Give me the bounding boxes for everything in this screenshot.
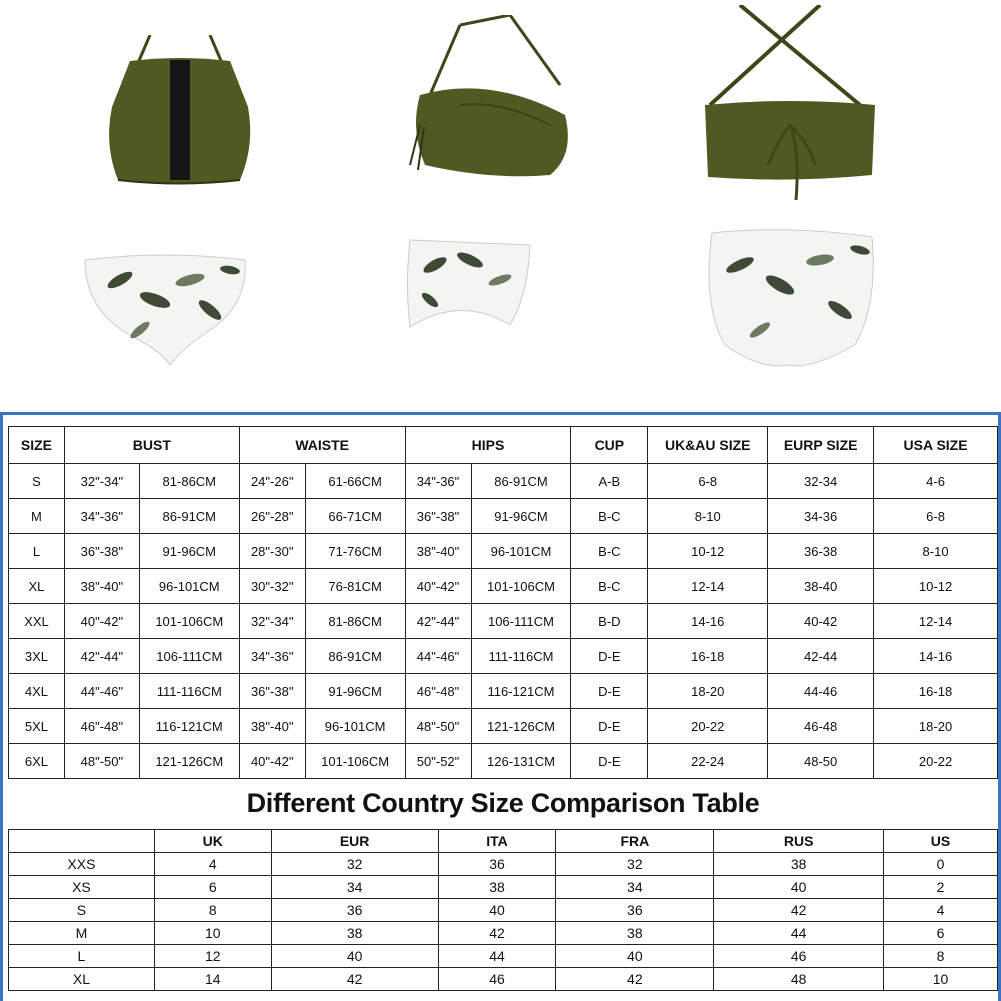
size-chart-cell: B-D bbox=[571, 604, 648, 639]
size-chart-cell: D-E bbox=[571, 639, 648, 674]
size-chart-header-row bbox=[9, 427, 998, 464]
size-chart-row bbox=[9, 604, 998, 639]
size-chart-cell: 42-44 bbox=[768, 639, 874, 674]
size-chart-cell: 96-101CM bbox=[139, 569, 239, 604]
comparison-cell: 40 bbox=[438, 899, 556, 922]
size-chart-cell: 91-96CM bbox=[305, 674, 405, 709]
comparison-cell: 40 bbox=[556, 945, 714, 968]
comparison-cell: 38 bbox=[714, 853, 884, 876]
size-chart-cell: 50"-52" bbox=[405, 744, 471, 779]
size-chart-cell: 36"-38" bbox=[64, 534, 139, 569]
size-chart-cell: 18-20 bbox=[648, 674, 768, 709]
size-chart-cell: 8-10 bbox=[874, 534, 998, 569]
size-chart-cell: 44"-46" bbox=[64, 674, 139, 709]
size-chart-cell: XL bbox=[9, 569, 65, 604]
size-chart-cell: 28"-30" bbox=[239, 534, 305, 569]
size-chart-cell: 111-116CM bbox=[139, 674, 239, 709]
size-chart-cell: 121-126CM bbox=[471, 709, 571, 744]
comparison-cell: 42 bbox=[271, 968, 438, 991]
comparison-cell: 38 bbox=[438, 876, 556, 899]
size-chart-cell: 4XL bbox=[9, 674, 65, 709]
size-chart-cell: 5XL bbox=[9, 709, 65, 744]
comparison-cell: 40 bbox=[271, 945, 438, 968]
comparison-header-row bbox=[9, 830, 998, 853]
size-chart-cell: 4-6 bbox=[874, 464, 998, 499]
size-chart-cell: 48"-50" bbox=[405, 709, 471, 744]
comparison-cell: 46 bbox=[438, 968, 556, 991]
size-chart-cell: 66-71CM bbox=[305, 499, 405, 534]
size-chart-cell: 116-121CM bbox=[139, 709, 239, 744]
comparison-header-cell: US bbox=[884, 830, 998, 853]
size-chart-cell: 91-96CM bbox=[471, 499, 571, 534]
bikini-top-side-image bbox=[400, 15, 580, 195]
size-chart-cell: 12-14 bbox=[874, 604, 998, 639]
size-chart-cell: 81-86CM bbox=[139, 464, 239, 499]
comparison-cell: 34 bbox=[556, 876, 714, 899]
size-chart-cell: 34"-36" bbox=[405, 464, 471, 499]
header-hips: HIPS bbox=[405, 427, 571, 464]
size-chart-cell: 40"-42" bbox=[405, 569, 471, 604]
size-chart-cell: 81-86CM bbox=[305, 604, 405, 639]
comparison-cell: 4 bbox=[884, 899, 998, 922]
size-chart-row bbox=[9, 744, 998, 779]
size-chart-cell: 86-91CM bbox=[471, 464, 571, 499]
size-chart-cell: 91-96CM bbox=[139, 534, 239, 569]
comparison-row bbox=[9, 876, 998, 899]
size-chart-cell: 18-20 bbox=[874, 709, 998, 744]
comparison-cell: 32 bbox=[556, 853, 714, 876]
comparison-header-cell bbox=[9, 830, 155, 853]
size-chart-cell: 6XL bbox=[9, 744, 65, 779]
size-chart-row bbox=[9, 639, 998, 674]
size-chart-cell: 121-126CM bbox=[139, 744, 239, 779]
comparison-row bbox=[9, 853, 998, 876]
size-chart-cell: 30"-32" bbox=[239, 569, 305, 604]
product-photos bbox=[0, 0, 1001, 412]
size-chart-cell: 61-66CM bbox=[305, 464, 405, 499]
comparison-cell: 38 bbox=[556, 922, 714, 945]
size-chart-cell: 48"-50" bbox=[64, 744, 139, 779]
comparison-cell: 42 bbox=[714, 899, 884, 922]
size-chart-row bbox=[9, 534, 998, 569]
comparison-header-cell: ITA bbox=[438, 830, 556, 853]
comparison-cell: 44 bbox=[438, 945, 556, 968]
size-chart-cell: 3XL bbox=[9, 639, 65, 674]
size-chart-cell: B-C bbox=[571, 499, 648, 534]
size-chart-cell: 20-22 bbox=[874, 744, 998, 779]
country-comparison-table bbox=[8, 829, 998, 991]
size-chart-cell: D-E bbox=[571, 674, 648, 709]
size-chart-cell: 106-111CM bbox=[471, 604, 571, 639]
comparison-cell: 32 bbox=[271, 853, 438, 876]
bikini-top-back-image bbox=[700, 5, 880, 205]
size-chart-cell: A-B bbox=[571, 464, 648, 499]
size-chart-cell: 12-14 bbox=[648, 569, 768, 604]
comparison-cell: 36 bbox=[438, 853, 556, 876]
comparison-cell: 8 bbox=[154, 899, 271, 922]
comparison-title: Different Country Size Comparison Table bbox=[246, 788, 760, 818]
header-bust: BUST bbox=[64, 427, 239, 464]
size-chart-cell: 36-38 bbox=[768, 534, 874, 569]
comparison-cell: 0 bbox=[884, 853, 998, 876]
size-chart-cell: 111-116CM bbox=[471, 639, 571, 674]
comparison-cell: 34 bbox=[271, 876, 438, 899]
size-chart-cell: 101-106CM bbox=[471, 569, 571, 604]
comparison-cell: 42 bbox=[438, 922, 556, 945]
size-chart-cell: 106-111CM bbox=[139, 639, 239, 674]
size-chart-cell: 32"-34" bbox=[239, 604, 305, 639]
size-chart-cell: 10-12 bbox=[648, 534, 768, 569]
size-chart-cell: 26"-28" bbox=[239, 499, 305, 534]
size-chart-table bbox=[8, 426, 998, 779]
size-chart-cell: 126-131CM bbox=[471, 744, 571, 779]
header-usa-size: USA SIZE bbox=[874, 427, 998, 464]
size-chart-cell: 34-36 bbox=[768, 499, 874, 534]
comparison-cell: 4 bbox=[154, 853, 271, 876]
comparison-cell: 10 bbox=[884, 968, 998, 991]
size-chart-cell: 46"-48" bbox=[405, 674, 471, 709]
size-chart-cell: 10-12 bbox=[874, 569, 998, 604]
size-chart-cell: 32"-34" bbox=[64, 464, 139, 499]
size-chart-cell: 42"-44" bbox=[64, 639, 139, 674]
size-chart-cell: 22-24 bbox=[648, 744, 768, 779]
comparison-cell: XS bbox=[9, 876, 155, 899]
size-chart-cell: M bbox=[9, 499, 65, 534]
comparison-cell: 8 bbox=[884, 945, 998, 968]
size-chart-cell: 86-91CM bbox=[139, 499, 239, 534]
size-chart-cell: 36"-38" bbox=[239, 674, 305, 709]
size-chart-cell: B-C bbox=[571, 534, 648, 569]
comparison-cell: XL bbox=[9, 968, 155, 991]
comparison-cell: 14 bbox=[154, 968, 271, 991]
size-chart-row bbox=[9, 569, 998, 604]
size-chart-cell: 46-48 bbox=[768, 709, 874, 744]
comparison-header-cell: EUR bbox=[271, 830, 438, 853]
size-chart-cell: 101-106CM bbox=[305, 744, 405, 779]
size-chart-cell: XXL bbox=[9, 604, 65, 639]
comparison-cell: 6 bbox=[154, 876, 271, 899]
size-chart-cell: 24"-26" bbox=[239, 464, 305, 499]
comparison-cell: 48 bbox=[714, 968, 884, 991]
comparison-cell: S bbox=[9, 899, 155, 922]
size-chart-cell: S bbox=[9, 464, 65, 499]
size-chart-cell: 46"-48" bbox=[64, 709, 139, 744]
comparison-cell: 40 bbox=[714, 876, 884, 899]
size-chart-cell: 14-16 bbox=[874, 639, 998, 674]
comparison-cell: 36 bbox=[271, 899, 438, 922]
size-chart-cell: 16-18 bbox=[874, 674, 998, 709]
size-chart-row bbox=[9, 674, 998, 709]
size-chart-cell: 40"-42" bbox=[64, 604, 139, 639]
comparison-row bbox=[9, 899, 998, 922]
size-chart-cell: 116-121CM bbox=[471, 674, 571, 709]
size-chart-cell: 6-8 bbox=[874, 499, 998, 534]
size-chart-cell: 96-101CM bbox=[305, 709, 405, 744]
size-chart-row bbox=[9, 499, 998, 534]
comparison-header-cell: FRA bbox=[556, 830, 714, 853]
header-size: SIZE bbox=[9, 427, 65, 464]
comparison-cell: XXS bbox=[9, 853, 155, 876]
size-chart-cell: 44-46 bbox=[768, 674, 874, 709]
comparison-cell: 46 bbox=[714, 945, 884, 968]
size-chart-cell: 38"-40" bbox=[239, 709, 305, 744]
size-chart-cell: 6-8 bbox=[648, 464, 768, 499]
comparison-cell: 6 bbox=[884, 922, 998, 945]
size-chart-cell: 14-16 bbox=[648, 604, 768, 639]
comparison-cell: L bbox=[9, 945, 155, 968]
comparison-cell: 10 bbox=[154, 922, 271, 945]
bikini-top-front-image bbox=[90, 35, 270, 195]
header-cup: CUP bbox=[571, 427, 648, 464]
size-chart-cell: 40-42 bbox=[768, 604, 874, 639]
bikini-bottom-front-image bbox=[80, 250, 250, 370]
size-chart-cell: 16-18 bbox=[648, 639, 768, 674]
comparison-cell: 42 bbox=[556, 968, 714, 991]
comparison-cell: 2 bbox=[884, 876, 998, 899]
bikini-bottom-back-image bbox=[700, 225, 880, 370]
comparison-row bbox=[9, 945, 998, 968]
bikini-bottom-side-image bbox=[400, 235, 540, 335]
size-chart-cell: 76-81CM bbox=[305, 569, 405, 604]
comparison-header-cell: RUS bbox=[714, 830, 884, 853]
size-chart-cell: L bbox=[9, 534, 65, 569]
size-chart-cell: 42"-44" bbox=[405, 604, 471, 639]
size-chart-row bbox=[9, 464, 998, 499]
comparison-cell: 36 bbox=[556, 899, 714, 922]
size-chart-cell: 86-91CM bbox=[305, 639, 405, 674]
size-chart-row bbox=[9, 709, 998, 744]
comparison-cell: 44 bbox=[714, 922, 884, 945]
size-chart-cell: B-C bbox=[571, 569, 648, 604]
size-chart-cell: 34"-36" bbox=[64, 499, 139, 534]
size-chart-cell: D-E bbox=[571, 744, 648, 779]
size-chart-cell: 38"-40" bbox=[64, 569, 139, 604]
size-chart-cell: 44"-46" bbox=[405, 639, 471, 674]
size-chart-cell: 36"-38" bbox=[405, 499, 471, 534]
size-chart-cell: 71-76CM bbox=[305, 534, 405, 569]
size-chart-cell: 38"-40" bbox=[405, 534, 471, 569]
comparison-row bbox=[9, 968, 998, 991]
size-chart-cell: 20-22 bbox=[648, 709, 768, 744]
header-ukau-size: UK&AU SIZE bbox=[648, 427, 768, 464]
header-eurp-size: EURP SIZE bbox=[768, 427, 874, 464]
size-chart-cell: 8-10 bbox=[648, 499, 768, 534]
size-chart-cell: 48-50 bbox=[768, 744, 874, 779]
size-chart-cell: 96-101CM bbox=[471, 534, 571, 569]
size-chart-cell: D-E bbox=[571, 709, 648, 744]
comparison-row bbox=[9, 922, 998, 945]
header-waist: WAISTE bbox=[239, 427, 405, 464]
size-chart-cell: 40"-42" bbox=[239, 744, 305, 779]
comparison-cell: 12 bbox=[154, 945, 271, 968]
comparison-header-cell: UK bbox=[154, 830, 271, 853]
size-chart-cell: 101-106CM bbox=[139, 604, 239, 639]
size-chart-cell: 38-40 bbox=[768, 569, 874, 604]
comparison-cell: M bbox=[9, 922, 155, 945]
comparison-cell: 38 bbox=[271, 922, 438, 945]
size-chart-cell: 32-34 bbox=[768, 464, 874, 499]
size-chart-cell: 34"-36" bbox=[239, 639, 305, 674]
